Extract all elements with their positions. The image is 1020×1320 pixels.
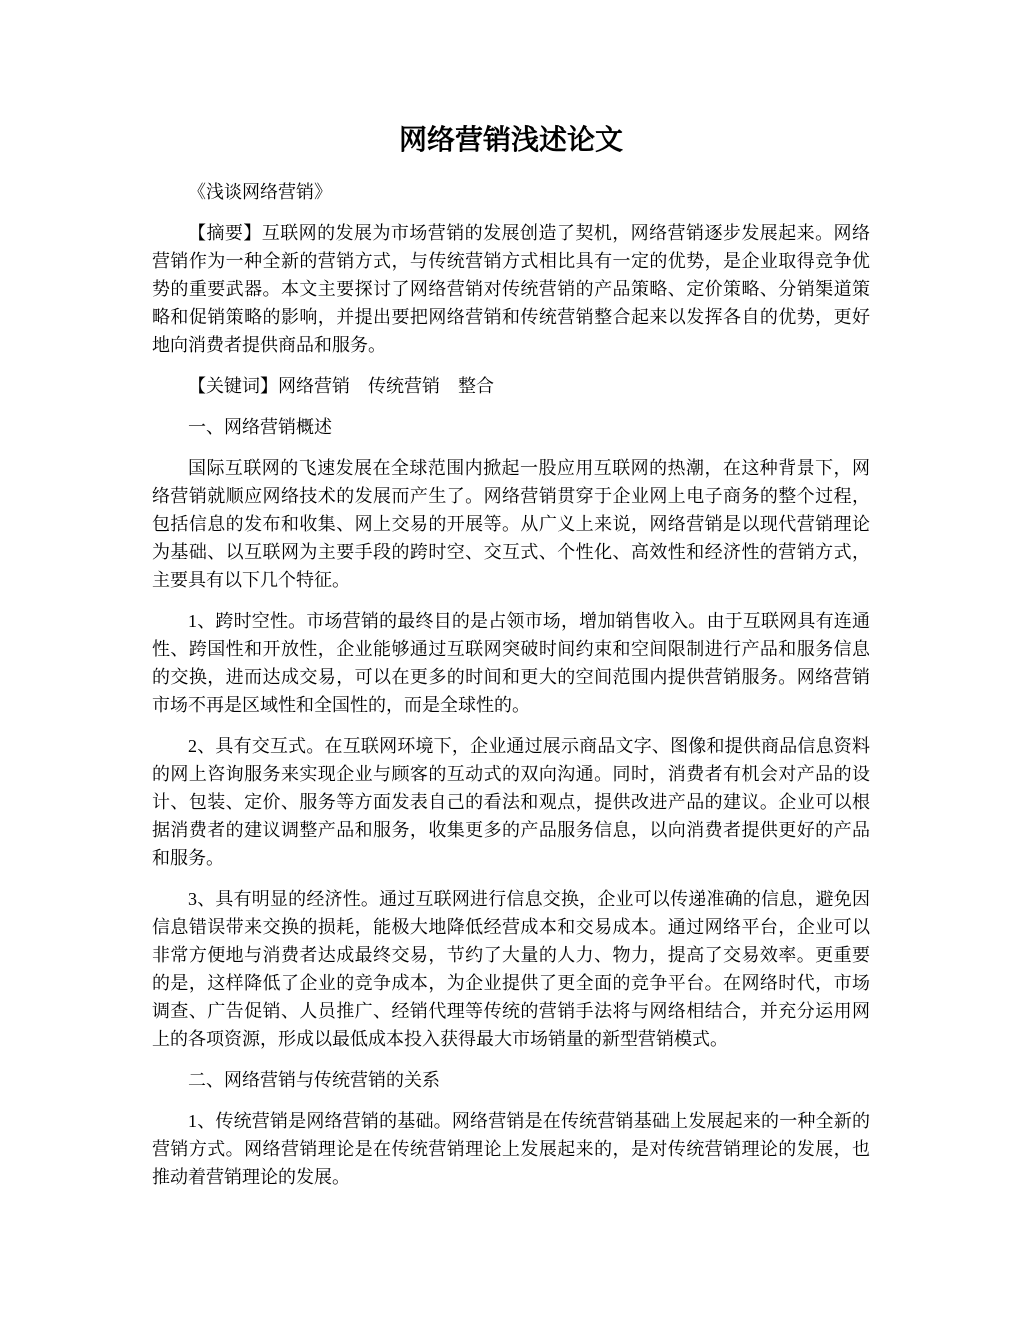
section2-heading: 二、网络营销与传统营销的关系 xyxy=(188,1070,440,1090)
abstract-paragraph: 【摘要】互联网的发展为市场营销的发展创造了契机，网络营销逐步发展起来。网络营销作为一种全新的营销方式，与传统营销方式相比具有一定的优势，是企业取得竞争优势的重要武器。本文主要探讨了网络营销对传统营销的产品策略、定价策略、分销榘道策略和促销策略的影响，并提出要把网络营销和传统营销整合起来以发挥各自的优势，更好地向消费者提供商品和服务。 xyxy=(152,223,870,355)
section1-intro-paragraph: 国际互联网的飞速发展在全球范围内掀起一股应用互联网的热潮，在这种背景下，网络营销就顺应网络技术的发展而产生了。网络营销贯穿于企业网上电子商务的整个过程，包括信息的发布和收集、网上交易的开展等。从广义上来说，网络营销是以现代营销理论为基础、以互联网为主要手段的跨时空、交互式、个性化、高效性和经济性的营销方式，主要具有以下几个特征。 xyxy=(152,458,870,590)
document-title: 网络营销浅述论文 xyxy=(398,125,623,156)
document-subtitle: 《浅谈网络营销》 xyxy=(188,182,332,202)
section1-feature1-paragraph: 1、跨时空性。市场营销的最终目的是占领市场，增加销售收入。由于互联网具有连通性、跨国性和开放性，企业能够通过互联网突破时间约束和空间限制进行产品和服务信息的交换，进而达成交易，可以在更多的时间和更大的空间范围内提供营销服务。网络营销市场不再是区域性和全国性的，而是全球性的。 xyxy=(152,611,870,715)
keywords-line: 【关键词】网络营销 传统营销 整合 xyxy=(188,376,494,396)
section1-heading: 一、网络营销概述 xyxy=(188,417,332,437)
section1-feature3-paragraph: 3、具有明显的经济性。通过互联网进行信息交换，企业可以传递准确的信息，避免因信息错误带来交换的损耗，能极大地降低经营成本和交易成本。通过网络平台，企业可以非常方便地与消费者达成最终交易，节约了大量的人力、物力，提高了交易效率。更重要的是，这样降低了企业的竞争成本，为企业提供了更全面的竞争平台。在网络时代，市场调查、广告促销、人员推广、经销代理等传统的营销手法将与网络相结合，并充分运用网上的各项资源，形成以最低成本投入获得最大市场销量的新型营销模式。 xyxy=(152,889,870,1049)
section2-point1-paragraph: 1、传统营销是网络营销的基础。网络营销是在传统营销基础上发展起来的一种全新的营销方式。网络营销理论是在传统营销理论上发展起来的，是对传统营销理论的发展，也推动着营销理论的发展。 xyxy=(152,1111,870,1187)
section1-feature2-paragraph: 2、具有交互式。在互联网环境下，企业通过展示商品文字、图像和提供商品信息资料的网上咨询服务来实现企业与顾客的互动式的双向沟通。同时，消费者有机会对产品的设计、包装、定价、服务等方面发表自己的看法和观点，提供改进产品的建议。企业可以根据消费者的建议调整产品和服务，收集更多的产品服务信息，以向消费者提供更好的产品和服务。 xyxy=(152,736,870,868)
